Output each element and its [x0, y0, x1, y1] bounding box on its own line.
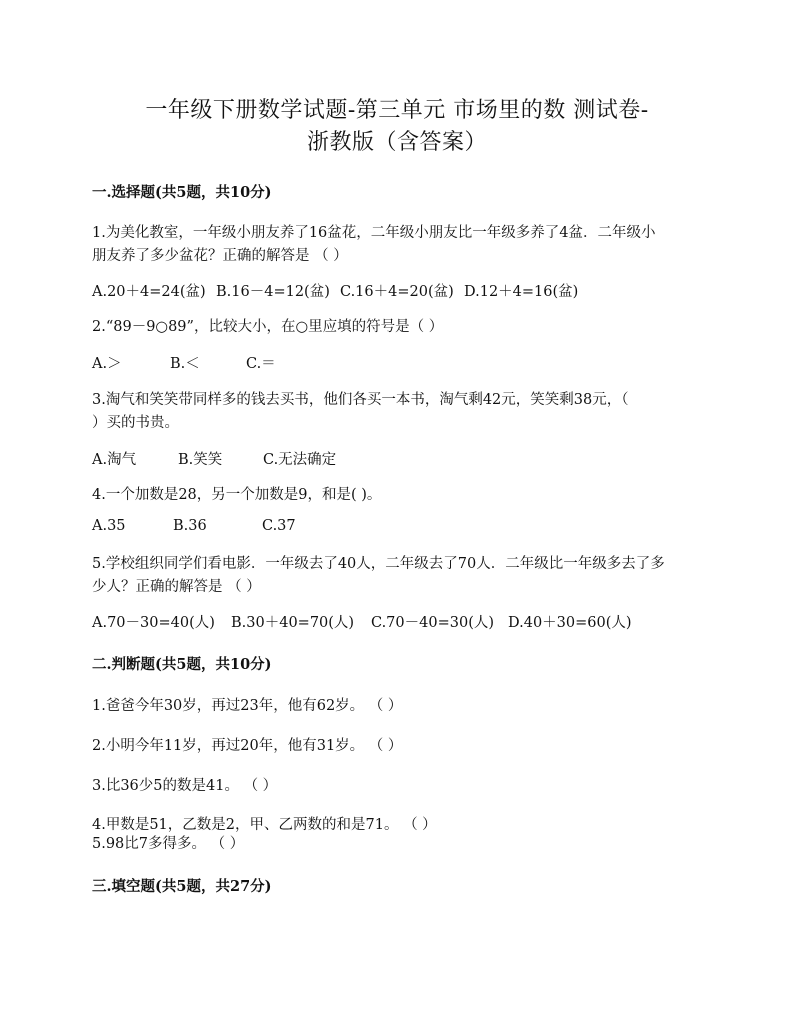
section2-heading: 二.判断题(共5题，共10分) [92, 656, 272, 673]
option-b: B.36 [173, 518, 207, 534]
s1-q3-line2: ）买的书贵。 [92, 415, 179, 431]
s1-q1-line2: 朋友养了多少盆花？正确的解答是 （ ） [92, 248, 348, 264]
section1-heading: 一.选择题(共5题，共10分) [92, 184, 272, 201]
option-d: D.40＋30=60(人) [508, 615, 632, 631]
s1-q5-line1: 5.学校组织同学们看电影．一年级去了40人，二年级去了70人．二年级比一年级多去了多 [92, 556, 665, 572]
s1-q4: 4.一个加数是28，另一个加数是9，和是( )。 [92, 487, 382, 503]
section3-heading: 三.填空题(共5题，共27分) [92, 878, 272, 895]
s1-q2-options [92, 352, 276, 373]
option-a: A.35 [92, 518, 126, 534]
option-b: B.30＋40=70(人) [231, 615, 355, 631]
option-c: C.16＋4=20(盆) [340, 284, 454, 300]
option-c: C.70－40=30(人) [371, 615, 495, 631]
s1-q2: 2.“89－9○89”，比较大小，在○里应填的符号是（ ） [92, 319, 444, 335]
option-a: A.淘气 [92, 452, 137, 468]
s1-q5-line2: 少人？正确的解答是 （ ） [92, 579, 261, 595]
option-c: C.＝ [246, 356, 276, 372]
s2-q4: 4.甲数是51，乙数是2，甲、乙两数的和是71。 （ ） [92, 817, 437, 833]
option-a: A.＞ [92, 356, 122, 372]
s2-q1: 1.爸爸今年30岁，再过23年，他有62岁。 （ ） [92, 698, 403, 714]
s1-q3-options [92, 448, 336, 469]
s2-q3: 3.比36少5的数是41。 （ ） [92, 778, 278, 794]
option-b: B.16－4=12(盆) [216, 284, 330, 300]
s1-q3-line1: 3.淘气和笑笑带同样多的钱去买书，他们各买一本书，淘气剩42元，笑笑剩38元，（ [92, 392, 629, 408]
s1-q1-options [92, 280, 578, 301]
option-c: C.无法确定 [263, 452, 337, 468]
option-a: A.20＋4=24(盆) [92, 284, 206, 300]
s1-q5-options [92, 611, 632, 632]
document-title-line2: 浙教版（含答案） [306, 130, 487, 155]
document-title-line1: 一年级下册数学试题-第三单元 市场里的数 测试卷- [145, 98, 649, 123]
s1-q4-options [92, 518, 296, 534]
option-b: B.笑笑 [178, 452, 223, 468]
s1-q1-line1: 1.为美化教室，一年级小朋友养了16盆花，二年级小朋友比一年级多养了4盆．二年级小 [92, 225, 656, 241]
option-a: A.70－30=40(人) [92, 615, 215, 631]
option-c: C.37 [262, 518, 296, 534]
s2-q5: 5.98比7多得多。 （ ） [92, 836, 245, 852]
s2-q2: 2.小明今年11岁，再过20年，他有31岁。 （ ） [92, 738, 403, 754]
option-d: D.12＋4=16(盆) [464, 284, 579, 300]
option-b: B.＜ [170, 356, 200, 372]
